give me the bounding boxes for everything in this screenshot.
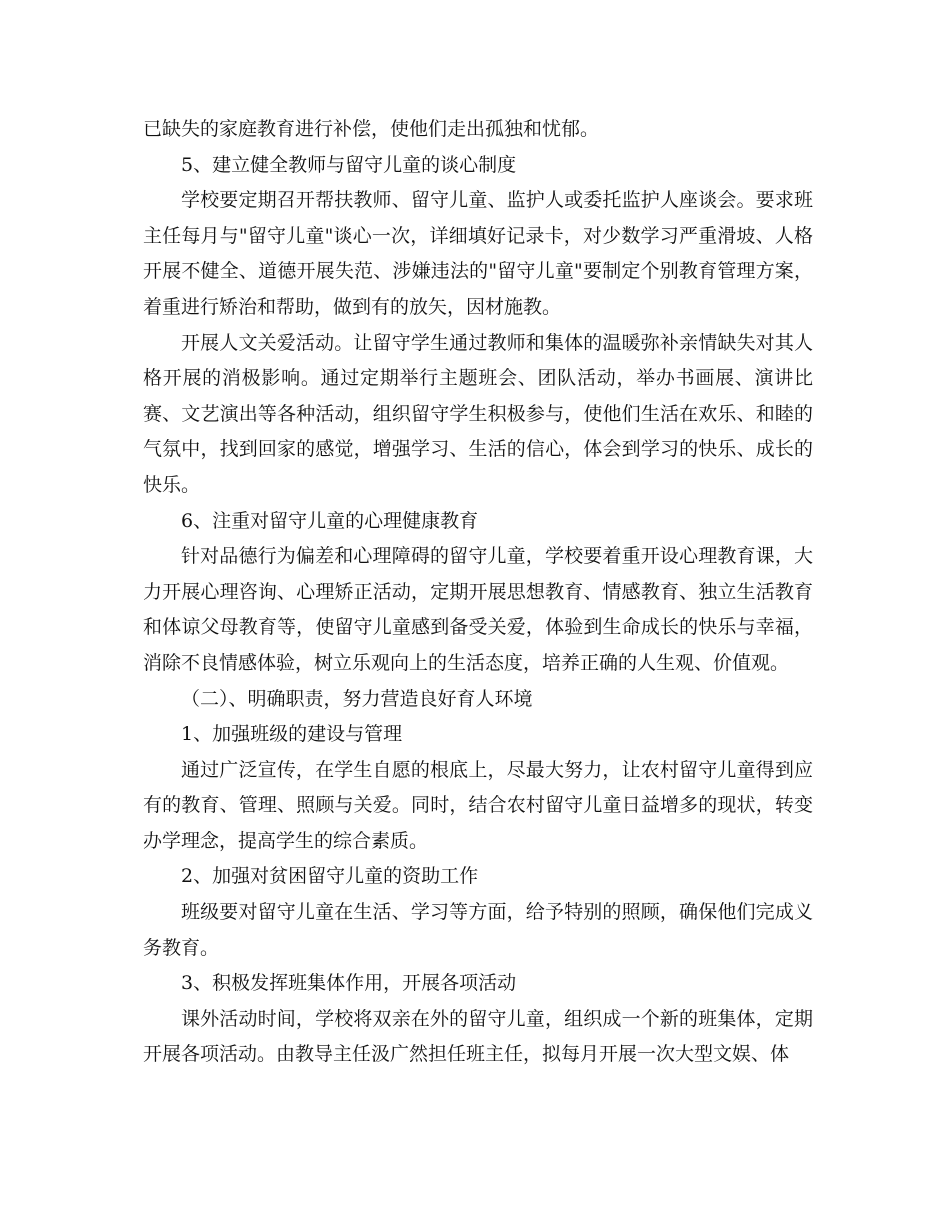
paragraph-continuation: 已缺失的家庭教育进行补偿，使他们走出孤独和忧郁。 [143,118,600,140]
paragraph-class-management: 通过广泛宣传，在学生自愿的根底上，尽最大努力，让农村留守儿童得到应有的教育、管理、照顾与关爱。同时，结合农村留守儿童日益增多的现状，转变办学理念，提高学生的综合素质。 [143,758,813,852]
section-heading-2: 2、加强对贫困留守儿童的资助工作 [181,865,479,888]
paragraph-financial-aid: 班级要对留守儿童在生活、学习等方面，给予特别的照顾，确保他们完成义务教育。 [143,901,813,959]
section-heading-part-2: （二）、明确职责，努力营造良好育人环境 [181,687,533,710]
paragraph-activities: 课外活动时间，学校将双亲在外的留守儿童，组织成一个新的班集体，定期开展各项活动。由教导主任汲广然担任班主任，拟每月开展一次大型文娱、体 [143,1007,813,1066]
section-heading-6: 6、注重对留守儿童的心理健康教育 [181,509,479,532]
section-heading-1: 1、加强班级的建设与管理 [181,723,403,746]
document-body [143,112,813,1073]
paragraph-humanistic-care: 开展人文关爱活动。让留守学生通过教师和集体的温暖弥补亲情缺失对其人格开展的消极影响。通过定期举行主题班会、团队活动，举办书画展、演讲比赛、文艺演出等各种活动，组织留守学生积极参与，使他们生活在欢乐、和睦的气氛中，找到回家的感觉，增强学习、生活的信心，体会到学习的快乐、成长的快乐。 [143,331,813,496]
paragraph-talk-system: 学校要定期召开帮扶教师、留守儿童、监护人或委托监护人座谈会。要求班主任每月与"留守儿童"谈心一次，详细填好记录卡，对少数学习严重滑坡、人格开展不健全、道德开展失范、涉嫌违法的"留守儿童"要制定个别教育管理方案，着重进行矫治和帮助，做到有的放矢，因材施教。 [143,189,813,318]
paragraph-mental-health: 针对品德行为偏差和心理障碍的留守儿童，学校要着重开设心理教育课，大力开展心理咨询、心理矫正活动，定期开展思想教育、情感教育、独立生活教育和体谅父母教育等，使留守儿童感到备受关爱，体验到生命成长的快乐与幸福，消除不良情感体验，树立乐观向上的生活态度，培养正确的人生观、价值观。 [143,545,813,674]
section-heading-5: 5、建立健全教师与留守儿童的谈心制度 [181,153,517,176]
section-heading-3: 3、积极发挥班集体作用，开展各项活动 [181,972,517,995]
